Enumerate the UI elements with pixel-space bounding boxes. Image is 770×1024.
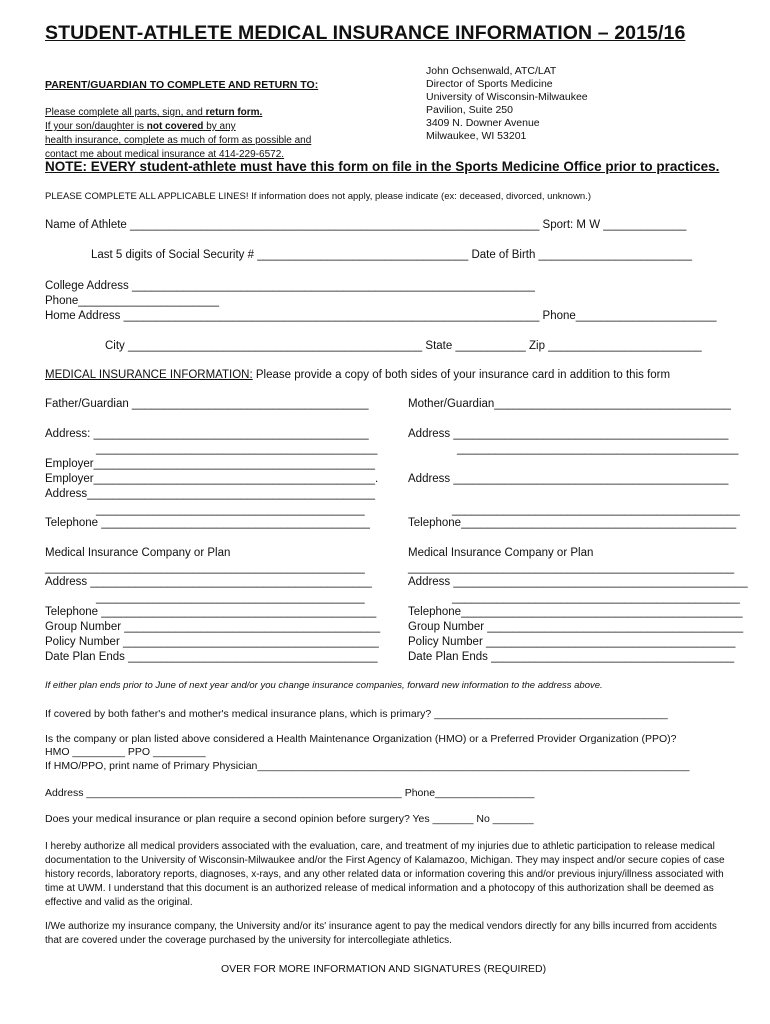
home-address-line[interactable]: Home Address _________________________________________________________________ Phone______________________ [45,310,717,322]
mother-policy-number[interactable]: Policy Number _______________________________________ [408,636,736,648]
contact-building: Pavilion, Suite 250 [426,104,513,116]
mother-guardian-field[interactable]: Mother/Guardian_____________________________________ [408,398,731,410]
mother-insurance-address[interactable]: Address ______________________________________________ [408,576,748,588]
father-insurance-address[interactable]: Address ____________________________________________ [45,576,372,588]
mother-date-plan-ends[interactable]: Date Plan Ends ______________________________________ [408,651,735,663]
mother-insurance-line[interactable]: ___________________________________________________ [408,562,735,574]
mother-insurance-label: Medical Insurance Company or Plan [408,547,594,559]
please-complete-note: PLEASE COMPLETE ALL APPLICABLE LINES! If information does not apply, please indicate (ex: deceased, divorced, unknown.) [45,191,592,202]
father-guardian-field[interactable]: Father/Guardian _____________________________________ [45,398,369,410]
mother-group-number[interactable]: Group Number ________________________________________ [408,621,744,633]
instructions-line-3: health insurance, complete as much of form as possible and [45,135,312,146]
contact-org: University of Wisconsin-Milwaukee [426,91,588,103]
mother-address-blank[interactable]: ____________________________________________ [457,443,739,455]
instructions-block [45,106,311,162]
father-address-blank[interactable]: ____________________________________________ [96,443,378,455]
contact-block [426,65,588,143]
instructions-line-1: Please complete all parts, sign, and return form. [45,107,263,118]
hmo-ppo-question: Is the company or plan listed above considered a Health Maintenance Organization (HMO) or a Preferred Provider Organization (PPO)? [45,733,677,745]
city-state-zip-line[interactable]: City ______________________________________________ State ___________ Zip ________________________ [105,340,702,352]
mother-employer-field[interactable]: Employer____________________________________________. [45,473,379,485]
page-title: STUDENT-ATHLETE MEDICAL INSURANCE INFORMATION – 2015/16 [45,22,686,44]
father-group-number[interactable]: Group Number ________________________________________ [45,621,381,633]
insurance-heading [45,369,670,381]
contact-street: 3409 N. Downer Avenue [426,117,540,129]
contact-title: Director of Sports Medicine [426,78,553,90]
employer-address-field[interactable]: Address_____________________________________________ [45,488,375,500]
mother-insurance-address-blank[interactable]: _____________________________________________ [452,592,740,604]
employer-address-blank-left[interactable]: __________________________________________ [96,504,365,516]
footer-note: OVER FOR MORE INFORMATION AND SIGNATURES (REQUIRED) [221,963,547,975]
hmo-ppo-line[interactable]: HMO _________ PPO _________ [45,746,206,758]
mother-telephone-field[interactable]: Telephone___________________________________________ [408,517,737,529]
ssn-dob-line[interactable]: Last 5 digits of Social Security # _________________________________ Date of Birth ________________________ [91,249,693,261]
note-practices: NOTE: EVERY student-athlete must have this form on file in the Sports Medicine Office prior to practices. [45,159,720,174]
instructions-line-4: contact me about medical insurance at 414-229-6572. [45,149,285,160]
payment-authorization-paragraph: I/We authorize my insurance company, the University and/or its' insurance agent to pay the medical vendors directly for any bills incurred from accidents that are covered under the coverage purchased by the university for intercollegiate athletics. [45,921,717,946]
father-employer-field[interactable]: Employer____________________________________________ [45,458,375,470]
second-opinion-question[interactable]: Does your medical insurance or plan require a second opinion before surgery? Yes _______ No _______ [45,813,534,825]
athlete-name-line[interactable]: Name of Athlete ________________________________________________________________ Sport: M W _____________ [45,219,687,231]
insurance-heading-label: MEDICAL INSURANCE INFORMATION: [45,369,253,381]
return-heading: PARENT/GUARDIAN TO COMPLETE AND RETURN TO: [45,79,319,91]
insurance-heading-text: Please provide a copy of both sides of your insurance card in addition to this form [252,369,671,381]
contact-name: John Ochsenwald, ATC/LAT [426,65,557,77]
plan-ends-note: If either plan ends prior to June of next year and/or you change insurance companies, forward new information to the address above. [45,680,603,691]
father-telephone-field[interactable]: Telephone __________________________________________ [45,517,370,529]
contact-city: Milwaukee, WI 53201 [426,130,527,142]
primary-plan-question[interactable]: If covered by both father's and mother's medical insurance plans, which is primary? ________________________________________ [45,708,668,720]
instructions-line-2: If your son/daughter is not covered by any [45,121,236,132]
father-insurance-address-blank[interactable]: __________________________________________ [96,592,365,604]
authorization-paragraph: I hereby authorize all medical providers associated with the evaluation, care, and treatment of my injuries due to athletic participation to release medical documentation to the University of Wisconsin-Milwaukee and/or the First Agency of Kalamazoo, Michigan. They may inspect and/or secure copies of case history records, laboratory reports, diagnoses, x-rays, and any other related data or information covering this and/or previous injury/illness associated with time at UWM. I understand that this document is an authorized release of medical information and a photocopy of this authorization shall be deemed as effective and valid as the original. [45,841,725,908]
father-address-field[interactable]: Address: ___________________________________________ [45,428,369,440]
father-insurance-line[interactable]: __________________________________________________ [45,562,365,574]
father-date-plan-ends[interactable]: Date Plan Ends _______________________________________ [45,651,378,663]
employer-address-blank-right[interactable]: _____________________________________________ [452,504,740,516]
mother-employer-address-field[interactable]: Address ___________________________________________ [408,473,729,485]
mother-address-field[interactable]: Address ___________________________________________ [408,428,729,440]
college-address-line[interactable]: College Address _______________________________________________________________ [45,280,535,292]
father-insurance-telephone[interactable]: Telephone ___________________________________________ [45,606,377,618]
phone-line[interactable]: Phone______________________ [45,295,219,307]
father-policy-number[interactable]: Policy Number ________________________________________ [45,636,379,648]
father-insurance-label: Medical Insurance Company or Plan [45,547,231,559]
physician-address-phone-line[interactable]: Address ______________________________________________________ Phone_________________ [45,787,535,799]
mother-insurance-telephone[interactable]: Telephone____________________________________________ [408,606,743,618]
primary-physician-line[interactable]: If HMO/PPO, print name of Primary Physician__________________________________________________________________________ [45,760,690,772]
